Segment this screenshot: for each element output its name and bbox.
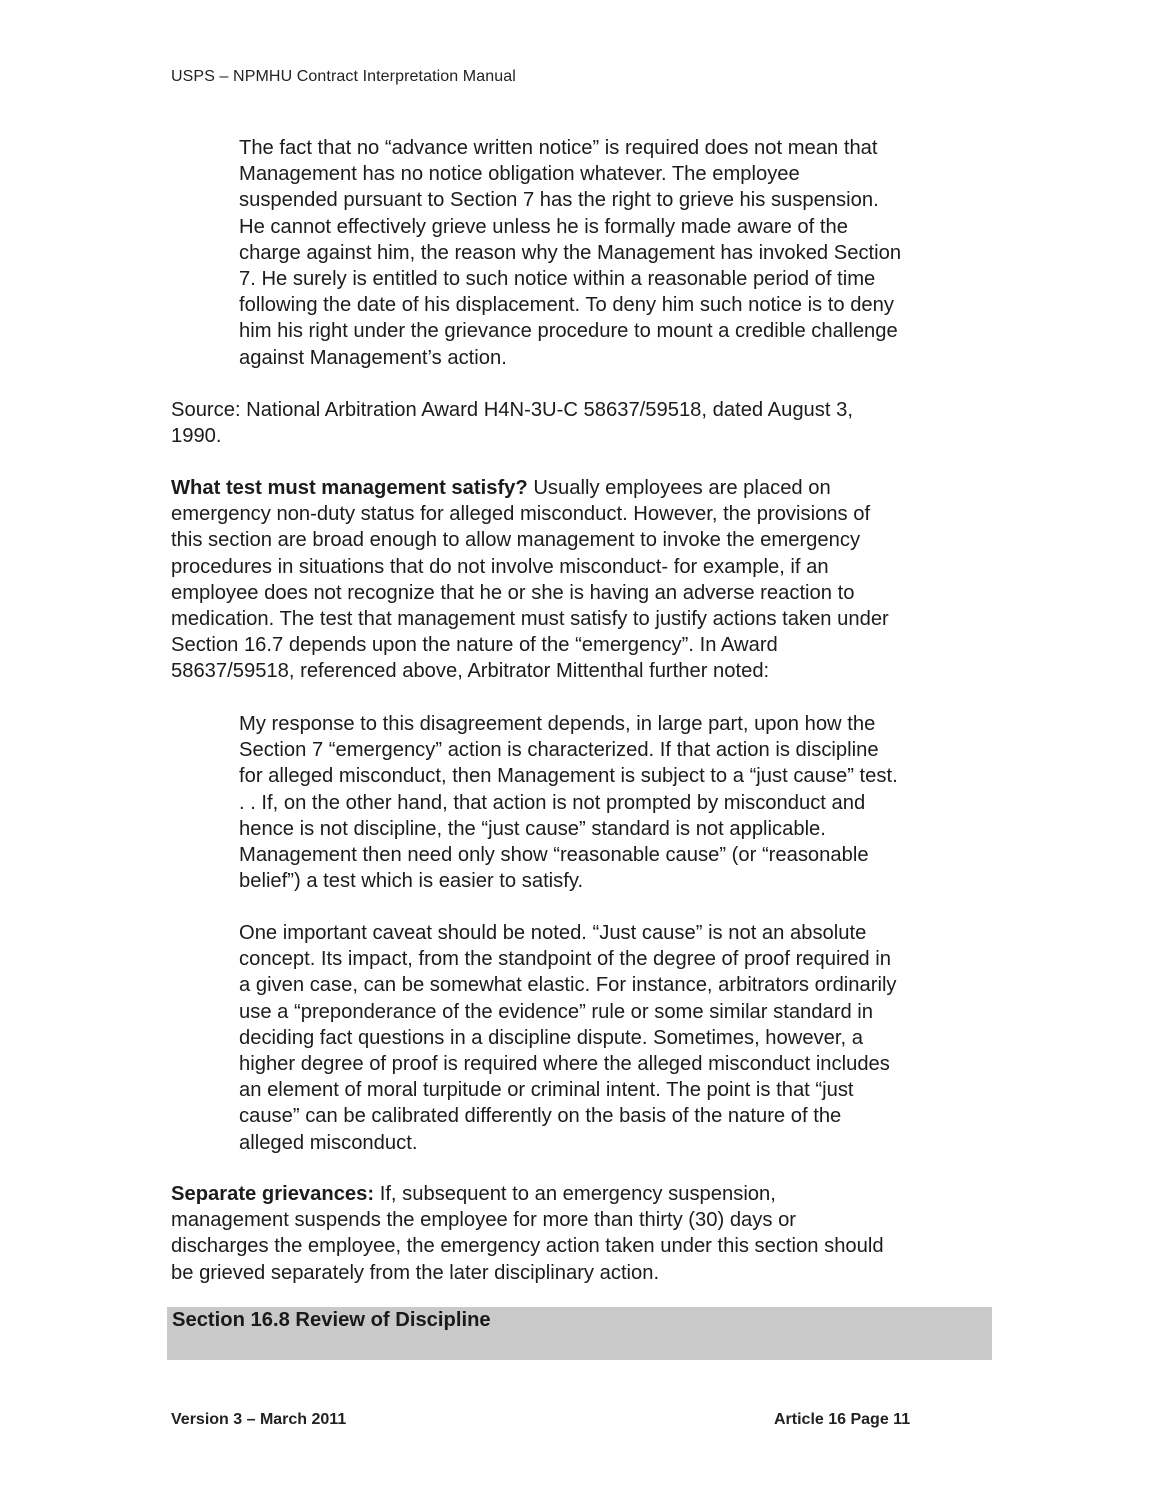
text-line: him his right under the grievance procedure to mount a credible challenge	[239, 320, 898, 343]
section-heading-title: Section 16.8 Review of Discipline	[172, 1309, 491, 1331]
text-line: 58637/59518, referenced above, Arbitrator Mittenthal further noted:	[171, 660, 770, 683]
text-line: against Management’s action.	[239, 346, 507, 369]
text-line: higher degree of proof is required where the alleged misconduct includes	[239, 1053, 890, 1076]
text-line: this section are broad enough to allow management to invoke the emergency	[171, 529, 861, 552]
text-line: employee does not recognize that he or she is having an adverse reaction to	[171, 581, 855, 604]
text-line: following the date of his displacement. To deny him such notice is to deny	[239, 294, 894, 317]
text-line: concept. Its impact, from the standpoint of the degree of proof required in	[239, 948, 891, 971]
text-line: procedures in situations that do not involve misconduct- for example, if an	[171, 555, 829, 578]
text-line: a given case, can be somewhat elastic. For instance, arbitrators ordinarily	[239, 974, 897, 997]
running-header: USPS – NPMHU Contract Interpretation Manual	[171, 68, 516, 85]
text-line: use a “preponderance of the evidence” rule or some similar standard in	[239, 1000, 874, 1023]
text-line: . . If, on the other hand, that action is not prompted by misconduct and	[239, 791, 866, 814]
text-line: an element of moral turpitude or criminal intent. The point is that “just	[239, 1079, 854, 1102]
text-line: management suspends the employee for more than thirty (30) days or	[171, 1209, 797, 1232]
text-line: suspended pursuant to Section 7 has the right to grieve his suspension.	[239, 189, 879, 212]
text-line: Management then need only show “reasonable cause” (or “reasonable	[239, 844, 869, 867]
section-heading-bar	[167, 1307, 992, 1360]
text-line: Source: National Arbitration Award H4N-3U-C 58637/59518, dated August 3,	[171, 399, 853, 421]
text-line: alleged misconduct.	[239, 1131, 418, 1154]
text-line: cause” can be calibrated differently on the basis of the nature of the	[239, 1105, 842, 1128]
text-line: One important caveat should be noted. “Just cause” is not an absolute	[239, 922, 867, 944]
text-line: be grieved separately from the later disciplinary action.	[171, 1261, 660, 1284]
text-line	[171, 475, 1001, 501]
separate-heading: Separate grievances:	[171, 1183, 375, 1205]
test-paragraph	[171, 475, 1001, 685]
text-line: My response to this disagreement depends, in large part, upon how the	[239, 713, 876, 735]
text-line: belief”) a test which is easier to satisfy.	[239, 870, 584, 893]
footer-version: Version 3 – March 2011	[171, 1411, 347, 1428]
footer-page-number: Article 16 Page 11	[774, 1411, 911, 1428]
text-line: Management has no notice obligation whatever. The employee	[239, 163, 800, 186]
quote-advance-notice	[239, 135, 999, 371]
text-line: Section 7 “emergency” action is characterized. If that action is discipline	[239, 739, 879, 762]
text-line	[171, 1181, 1001, 1207]
text-line: 1990.	[171, 425, 222, 448]
quote-caveat	[239, 920, 999, 1156]
source-citation	[171, 397, 1001, 449]
quote-just-cause	[239, 711, 999, 894]
text-line: charge against him, the reason why the Management has invoked Section	[239, 241, 902, 264]
text-line: deciding fact questions in a discipline dispute. Sometimes, however, a	[239, 1026, 863, 1049]
text-line: discharges the employee, the emergency action taken under this section should	[171, 1235, 884, 1258]
separate-first-line: If, subsequent to an emergency suspension,	[374, 1183, 776, 1205]
text-line: medication. The test that management must satisfy to justify actions taken under	[171, 608, 889, 631]
text-line: for alleged misconduct, then Management is subject to a “just cause” test.	[239, 765, 898, 788]
text-line: 7. He surely is entitled to such notice within a reasonable period of time	[239, 268, 876, 291]
text-line: The fact that no “advance written notice” is required does not mean that	[239, 137, 878, 159]
test-first-line: Usually employees are placed on	[527, 477, 831, 499]
text-line: hence is not discipline, the “just cause” standard is not applicable.	[239, 817, 826, 840]
text-line: He cannot effectively grieve unless he is formally made aware of the	[239, 215, 848, 238]
separate-grievances-paragraph	[171, 1181, 1001, 1286]
test-heading: What test must management satisfy?	[171, 477, 528, 499]
text-line: emergency non-duty status for alleged misconduct. However, the provisions of	[171, 503, 871, 526]
text-line: Section 16.7 depends upon the nature of the “emergency”. In Award	[171, 634, 778, 657]
